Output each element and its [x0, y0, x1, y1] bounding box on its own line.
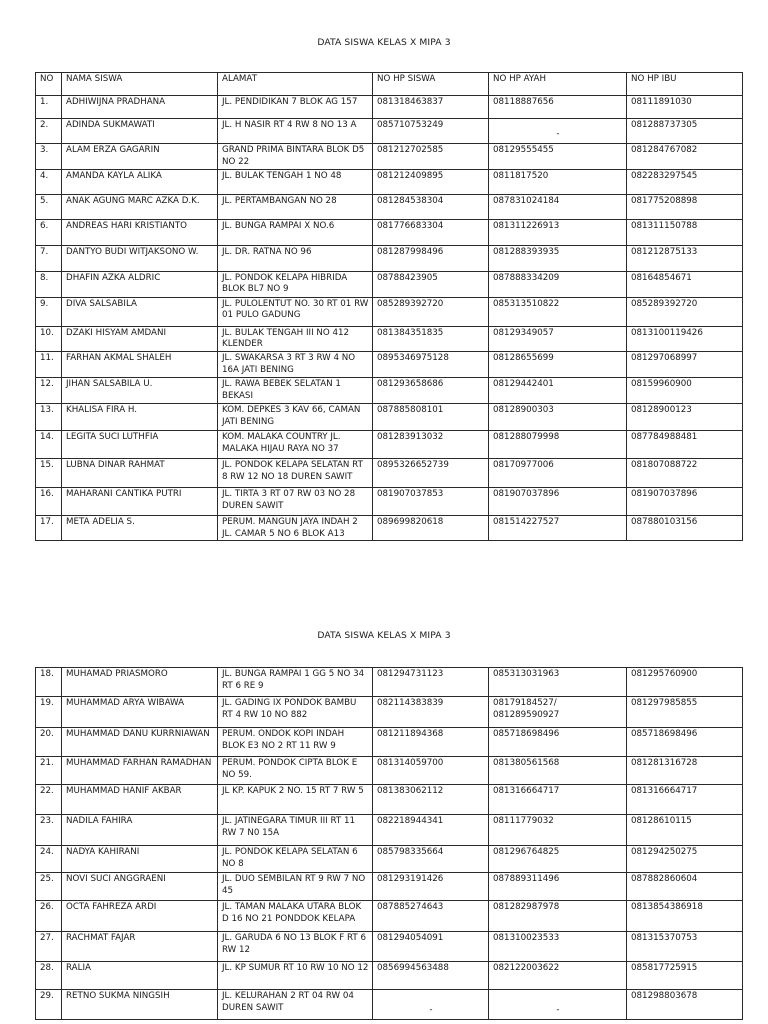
cell-no-hp-ayah: 085313031963: [489, 668, 627, 697]
cell-no-hp-siswa: 089699820618: [373, 515, 489, 541]
cell-no-hp-siswa: 087885808101: [373, 403, 489, 430]
header-nama-siswa: NAMA SISWA: [62, 73, 218, 96]
cell-no-hp-ayah: 08128900303: [489, 403, 627, 430]
table-row: [36, 901, 743, 932]
table-row: [36, 458, 743, 487]
cell-no-hp-ibu: 081297068997: [627, 352, 743, 378]
cell-no-hp-siswa: 082218944341: [373, 815, 489, 846]
cell-no-hp-siswa: 085710753249: [373, 119, 489, 144]
cell-alamat: JL. BULAK TENGAH 1 NO 48: [218, 169, 373, 194]
cell-no-hp-ayah: 081316664717: [489, 785, 627, 815]
cell-nama-siswa: ALAM ERZA GAGARIN: [62, 144, 218, 170]
cell-no-hp-ayah: 081282987978: [489, 901, 627, 932]
cell-no-hp-siswa: 081293191426: [373, 873, 489, 901]
cell-no-hp-siswa: 085798335664: [373, 846, 489, 873]
cell-no-hp-ayah: 081907037896: [489, 487, 627, 515]
cell-no: 1.: [36, 96, 62, 119]
cell-no-hp-siswa: 085289392720: [373, 297, 489, 326]
cell-no-hp-ibu: 085817725915: [627, 962, 743, 990]
student-table-1: [35, 72, 743, 541]
cell-no: 12.: [36, 378, 62, 404]
cell-no-hp-ibu: 087882860604: [627, 873, 743, 901]
cell-no-hp-ibu: 085718698496: [627, 728, 743, 757]
cell-nama-siswa: KHALISA FIRA H.: [62, 403, 218, 430]
cell-no-hp-siswa: 08788423905: [373, 271, 489, 297]
table-row: [36, 96, 743, 119]
cell-nama-siswa: FARHAN AKMAL SHALEH: [62, 352, 218, 378]
table-row: [36, 932, 743, 962]
cell-no-hp-ibu: 081315370753: [627, 932, 743, 962]
cell-no: 7.: [36, 245, 62, 271]
cell-no-hp-ibu: 081281316728: [627, 757, 743, 785]
cell-no-hp-ibu: 087880103156: [627, 515, 743, 541]
cell-nama-siswa: RACHMAT FAJAR: [62, 932, 218, 962]
cell-no-hp-ayah: 0811817520: [489, 169, 627, 194]
cell-alamat: JL. TAMAN MALAKA UTARA BLOK D 16 NO 21 PONDDOK KELAPA: [218, 901, 373, 932]
table-row: [36, 144, 743, 170]
cell-nama-siswa: META ADELIA S.: [62, 515, 218, 541]
cell-no: 6.: [36, 219, 62, 245]
cell-no-hp-ayah: 08118887656: [489, 96, 627, 119]
cell-nama-siswa: MUHAMMAD ARYA WIBAWA: [62, 697, 218, 728]
cell-no-hp-ibu: 081284767082: [627, 144, 743, 170]
cell-no-hp-ayah: 08129349057: [489, 326, 627, 352]
cell-alamat: JL. DUO SEMBILAN RT 9 RW 7 NO 45: [218, 873, 373, 901]
cell-no-hp-ayah: 081311226913: [489, 219, 627, 245]
cell-alamat: JL. GARUDA 6 NO 13 BLOK F RT 6 RW 12: [218, 932, 373, 962]
cell-no-hp-siswa: 081211894368: [373, 728, 489, 757]
table-row: [36, 515, 743, 541]
table-row: [36, 815, 743, 846]
cell-no-hp-ayah: 087831024184: [489, 194, 627, 219]
cell-no-hp-ibu: 087784988481: [627, 430, 743, 458]
cell-no-hp-siswa: 081907037853: [373, 487, 489, 515]
cell-no-hp-ibu: 081297985855: [627, 697, 743, 728]
cell-no: 20.: [36, 728, 62, 757]
table-row: [36, 271, 743, 297]
cell-no-hp-ibu: 081298803678: [627, 990, 743, 1020]
cell-no: 26.: [36, 901, 62, 932]
table-row: [36, 785, 743, 815]
header-no: NO: [36, 73, 62, 96]
table-body: [36, 668, 743, 1020]
cell-alamat: JL. DR. RATNA NO 96: [218, 245, 373, 271]
table-row: [36, 430, 743, 458]
cell-no-hp-ayah: 081296764825: [489, 846, 627, 873]
cell-nama-siswa: RALIA: [62, 962, 218, 990]
cell-nama-siswa: ANAK AGUNG MARC AZKA D.K.: [62, 194, 218, 219]
cell-nama-siswa: JIHAN SALSABILA U.: [62, 378, 218, 404]
cell-no-hp-ayah: 08129442401: [489, 378, 627, 404]
cell-no: 29.: [36, 990, 62, 1020]
cell-no: 10.: [36, 326, 62, 352]
cell-no-hp-ibu: 0813854386918: [627, 901, 743, 932]
cell-alamat: JL. KP SUMUR RT 10 RW 10 NO 12: [218, 962, 373, 990]
cell-no-hp-ayah: 08111779032: [489, 815, 627, 846]
cell-no-hp-ayah: 087888334209: [489, 271, 627, 297]
cell-no: 2.: [36, 119, 62, 144]
cell-nama-siswa: NADILA FAHIRA: [62, 815, 218, 846]
table-row: [36, 728, 743, 757]
cell-no-hp-ibu: 082283297545: [627, 169, 743, 194]
cell-nama-siswa: NADYA KAHIRANI: [62, 846, 218, 873]
cell-no-hp-ibu: 08128610115: [627, 815, 743, 846]
cell-nama-siswa: DANTYO BUDI WITJAKSONO W.: [62, 245, 218, 271]
cell-no-hp-ayah: -: [489, 119, 627, 144]
cell-alamat: JL. PERTAMBANGAN NO 28: [218, 194, 373, 219]
cell-no-hp-siswa: 081383062112: [373, 785, 489, 815]
cell-no-hp-ibu: 081212875133: [627, 245, 743, 271]
cell-no: 18.: [36, 668, 62, 697]
cell-no-hp-siswa: 081294731123: [373, 668, 489, 697]
cell-no-hp-ibu: 081907037896: [627, 487, 743, 515]
cell-no-hp-ibu: 081288737305: [627, 119, 743, 144]
table-row: [36, 352, 743, 378]
cell-no: 8.: [36, 271, 62, 297]
table-row: [36, 194, 743, 219]
table-row: [36, 697, 743, 728]
cell-nama-siswa: DHAFIN AZKA ALDRIC: [62, 271, 218, 297]
cell-nama-siswa: MAHARANI CANTIKA PUTRI: [62, 487, 218, 515]
cell-no-hp-siswa: 081318463837: [373, 96, 489, 119]
cell-no: 11.: [36, 352, 62, 378]
cell-no-hp-ayah: 08128655699: [489, 352, 627, 378]
student-table-2: [35, 667, 743, 1020]
cell-no: 22.: [36, 785, 62, 815]
cell-no: 28.: [36, 962, 62, 990]
cell-no: 3.: [36, 144, 62, 170]
cell-no-hp-ayah: 082122003622: [489, 962, 627, 990]
cell-alamat: JL. H NASIR RT 4 RW 8 NO 13 A: [218, 119, 373, 144]
cell-no-hp-ayah: 081288393935: [489, 245, 627, 271]
cell-alamat: KOM. DEPKES 3 KAV 66, CAMAN JATI BENING: [218, 403, 373, 430]
cell-alamat: JL. BUNGA RAMPAI X NO.6: [218, 219, 373, 245]
table-row: [36, 873, 743, 901]
cell-no-hp-ayah: 08170977006: [489, 458, 627, 487]
cell-alamat: JL. KELURAHAN 2 RT 04 RW 04 DUREN SAWIT: [218, 990, 373, 1020]
table-header-row: [36, 73, 743, 96]
cell-nama-siswa: AMANDA KAYLA ALIKA: [62, 169, 218, 194]
cell-no-hp-ibu: 08111891030: [627, 96, 743, 119]
table-row: [36, 403, 743, 430]
cell-alamat: JL. PONDOK KELAPA SELATAN 6 NO 8: [218, 846, 373, 873]
cell-alamat: JL. RAWA BEBEK SELATAN 1 BEKASI: [218, 378, 373, 404]
cell-nama-siswa: MUHAMAD PRIASMORO: [62, 668, 218, 697]
cell-no-hp-siswa: 081287998496: [373, 245, 489, 271]
cell-alamat: KOM. MALAKA COUNTRY JL. MALAKA HIJAU RAYA NO 37: [218, 430, 373, 458]
cell-no: 23.: [36, 815, 62, 846]
cell-alamat: JL. PULOLENTUT NO. 30 RT 01 RW 01 PULO GADUNG: [218, 297, 373, 326]
cell-no-hp-siswa: -: [373, 990, 489, 1020]
cell-no-hp-ibu: 081775208898: [627, 194, 743, 219]
header-no-hp-ayah: NO HP AYAH: [489, 73, 627, 96]
cell-no-hp-siswa: 0895326652739: [373, 458, 489, 487]
cell-alamat: JL. JATINEGARA TIMUR III RT 11 RW 7 N0 15A: [218, 815, 373, 846]
cell-alamat: JL. PONDOK KELAPA HIBRIDA BLOK BL7 NO 9: [218, 271, 373, 297]
cell-no-hp-ibu: 085289392720: [627, 297, 743, 326]
cell-no: 16.: [36, 487, 62, 515]
cell-no: 19.: [36, 697, 62, 728]
table-row: [36, 846, 743, 873]
cell-no-hp-ayah: 081514227527: [489, 515, 627, 541]
header-no-hp-siswa: NO HP SISWA: [373, 73, 489, 96]
cell-alamat: JL KP. KAPUK 2 NO. 15 RT 7 RW 5: [218, 785, 373, 815]
cell-no-hp-ayah: 08129555455: [489, 144, 627, 170]
cell-no-hp-siswa: 081212702585: [373, 144, 489, 170]
header-alamat: ALAMAT: [218, 73, 373, 96]
cell-nama-siswa: ADINDA SUKMAWATI: [62, 119, 218, 144]
cell-no-hp-siswa: 081776683304: [373, 219, 489, 245]
cell-no-hp-ayah: 081380561568: [489, 757, 627, 785]
cell-no-hp-siswa: 081293658686: [373, 378, 489, 404]
cell-no: 9.: [36, 297, 62, 326]
page-title: DATA SISWA KELAS X MIPA 3: [317, 37, 451, 48]
cell-alamat: JL. SWAKARSA 3 RT 3 RW 4 NO 16A JATI BENING: [218, 352, 373, 378]
table-row: [36, 169, 743, 194]
cell-no: 25.: [36, 873, 62, 901]
cell-nama-siswa: LUBNA DINAR RAHMAT: [62, 458, 218, 487]
cell-no-hp-ibu: 0813100119426: [627, 326, 743, 352]
cell-no-hp-siswa: 081384351835: [373, 326, 489, 352]
cell-no-hp-ayah: 087889311496: [489, 873, 627, 901]
cell-no-hp-ibu: 08164854671: [627, 271, 743, 297]
cell-no-hp-ayah: 081310023533: [489, 932, 627, 962]
cell-alamat: GRAND PRIMA BINTARA BLOK D5 NO 22: [218, 144, 373, 170]
cell-no-hp-ibu: 08159960900: [627, 378, 743, 404]
cell-alamat: JL. PENDIDIKAN 7 BLOK AG 157: [218, 96, 373, 119]
cell-alamat: JL. BUNGA RAMPAI 1 GG 5 NO 34 RT 6 RE 9: [218, 668, 373, 697]
cell-no: 15.: [36, 458, 62, 487]
cell-no-hp-ayah: 081288079998: [489, 430, 627, 458]
table-row: [36, 245, 743, 271]
table-row: [36, 757, 743, 785]
table-row: [36, 962, 743, 990]
page-title: DATA SISWA KELAS X MIPA 3: [317, 630, 451, 641]
cell-nama-siswa: RETNO SUKMA NINGSIH: [62, 990, 218, 1020]
cell-nama-siswa: MUHAMMAD FARHAN RAMADHAN: [62, 757, 218, 785]
cell-alamat: PERUM. ONDOK KOPI INDAH BLOK E3 NO 2 RT 11 RW 9: [218, 728, 373, 757]
cell-alamat: JL. TIRTA 3 RT 07 RW 03 NO 28 DUREN SAWIT: [218, 487, 373, 515]
cell-no-hp-ayah: -: [489, 990, 627, 1020]
cell-no: 4.: [36, 169, 62, 194]
table-row: [36, 487, 743, 515]
cell-no-hp-ibu: 08128900123: [627, 403, 743, 430]
cell-no: 27.: [36, 932, 62, 962]
cell-no-hp-siswa: 081294054091: [373, 932, 489, 962]
cell-no-hp-siswa: 081314059700: [373, 757, 489, 785]
cell-no-hp-ibu: 081294250275: [627, 846, 743, 873]
cell-no-hp-siswa: 0856994563488: [373, 962, 489, 990]
table-row: [36, 990, 743, 1020]
cell-no-hp-siswa: 081212409895: [373, 169, 489, 194]
cell-nama-siswa: LEGITA SUCI LUTHFIA: [62, 430, 218, 458]
cell-nama-siswa: ANDREAS HARI KRISTIANTO: [62, 219, 218, 245]
cell-nama-siswa: DIVA SALSABILA: [62, 297, 218, 326]
cell-nama-siswa: DZAKI HISYAM AMDANI: [62, 326, 218, 352]
cell-nama-siswa: NOVI SUCI ANGGRAENI: [62, 873, 218, 901]
cell-no-hp-ibu: 081807088722: [627, 458, 743, 487]
cell-no-hp-ayah: 085718698496: [489, 728, 627, 757]
cell-alamat: JL. GADING IX PONDOK BAMBU RT 4 RW 10 NO 882: [218, 697, 373, 728]
cell-no-hp-ayah: 08179184527/ 081289590927: [489, 697, 627, 728]
table-body: [36, 96, 743, 541]
cell-nama-siswa: ADHIWIJNA PRADHANA: [62, 96, 218, 119]
cell-no-hp-siswa: 082114383839: [373, 697, 489, 728]
cell-no-hp-siswa: 0895346975128: [373, 352, 489, 378]
cell-alamat: JL. BULAK TENGAH III NO 412 KLENDER: [218, 326, 373, 352]
cell-no-hp-ibu: 081316664717: [627, 785, 743, 815]
cell-no-hp-ibu: 081295760900: [627, 668, 743, 697]
cell-alamat: PERUM. PONDOK CIPTA BLOK E NO 59.: [218, 757, 373, 785]
cell-no-hp-ibu: 081311150788: [627, 219, 743, 245]
cell-no-hp-siswa: 087885274643: [373, 901, 489, 932]
table-row: [36, 326, 743, 352]
cell-no: 21.: [36, 757, 62, 785]
cell-no-hp-siswa: 081283913032: [373, 430, 489, 458]
table-row: [36, 297, 743, 326]
cell-alamat: JL. PONDOK KELAPA SELATAN RT 8 RW 12 NO 18 DUREN SAWIT: [218, 458, 373, 487]
cell-no: 14.: [36, 430, 62, 458]
table-row: [36, 119, 743, 144]
cell-nama-siswa: MUHAMMAD HANIF AKBAR: [62, 785, 218, 815]
table-row: [36, 378, 743, 404]
cell-no: 24.: [36, 846, 62, 873]
cell-nama-siswa: OCTA FAHREZA ARDI: [62, 901, 218, 932]
cell-no-hp-ayah: 085313510822: [489, 297, 627, 326]
cell-no-hp-siswa: 081284538304: [373, 194, 489, 219]
header-no-hp-ibu: NO HP IBU: [627, 73, 743, 96]
cell-alamat: PERUM. MANGUN JAYA INDAH 2 JL. CAMAR 5 NO 6 BLOK A13: [218, 515, 373, 541]
cell-no: 17.: [36, 515, 62, 541]
table-row: [36, 219, 743, 245]
cell-no: 5.: [36, 194, 62, 219]
cell-nama-siswa: MUHAMMAD DANU KURRNIAWAN: [62, 728, 218, 757]
cell-no: 13.: [36, 403, 62, 430]
table-row: [36, 668, 743, 697]
